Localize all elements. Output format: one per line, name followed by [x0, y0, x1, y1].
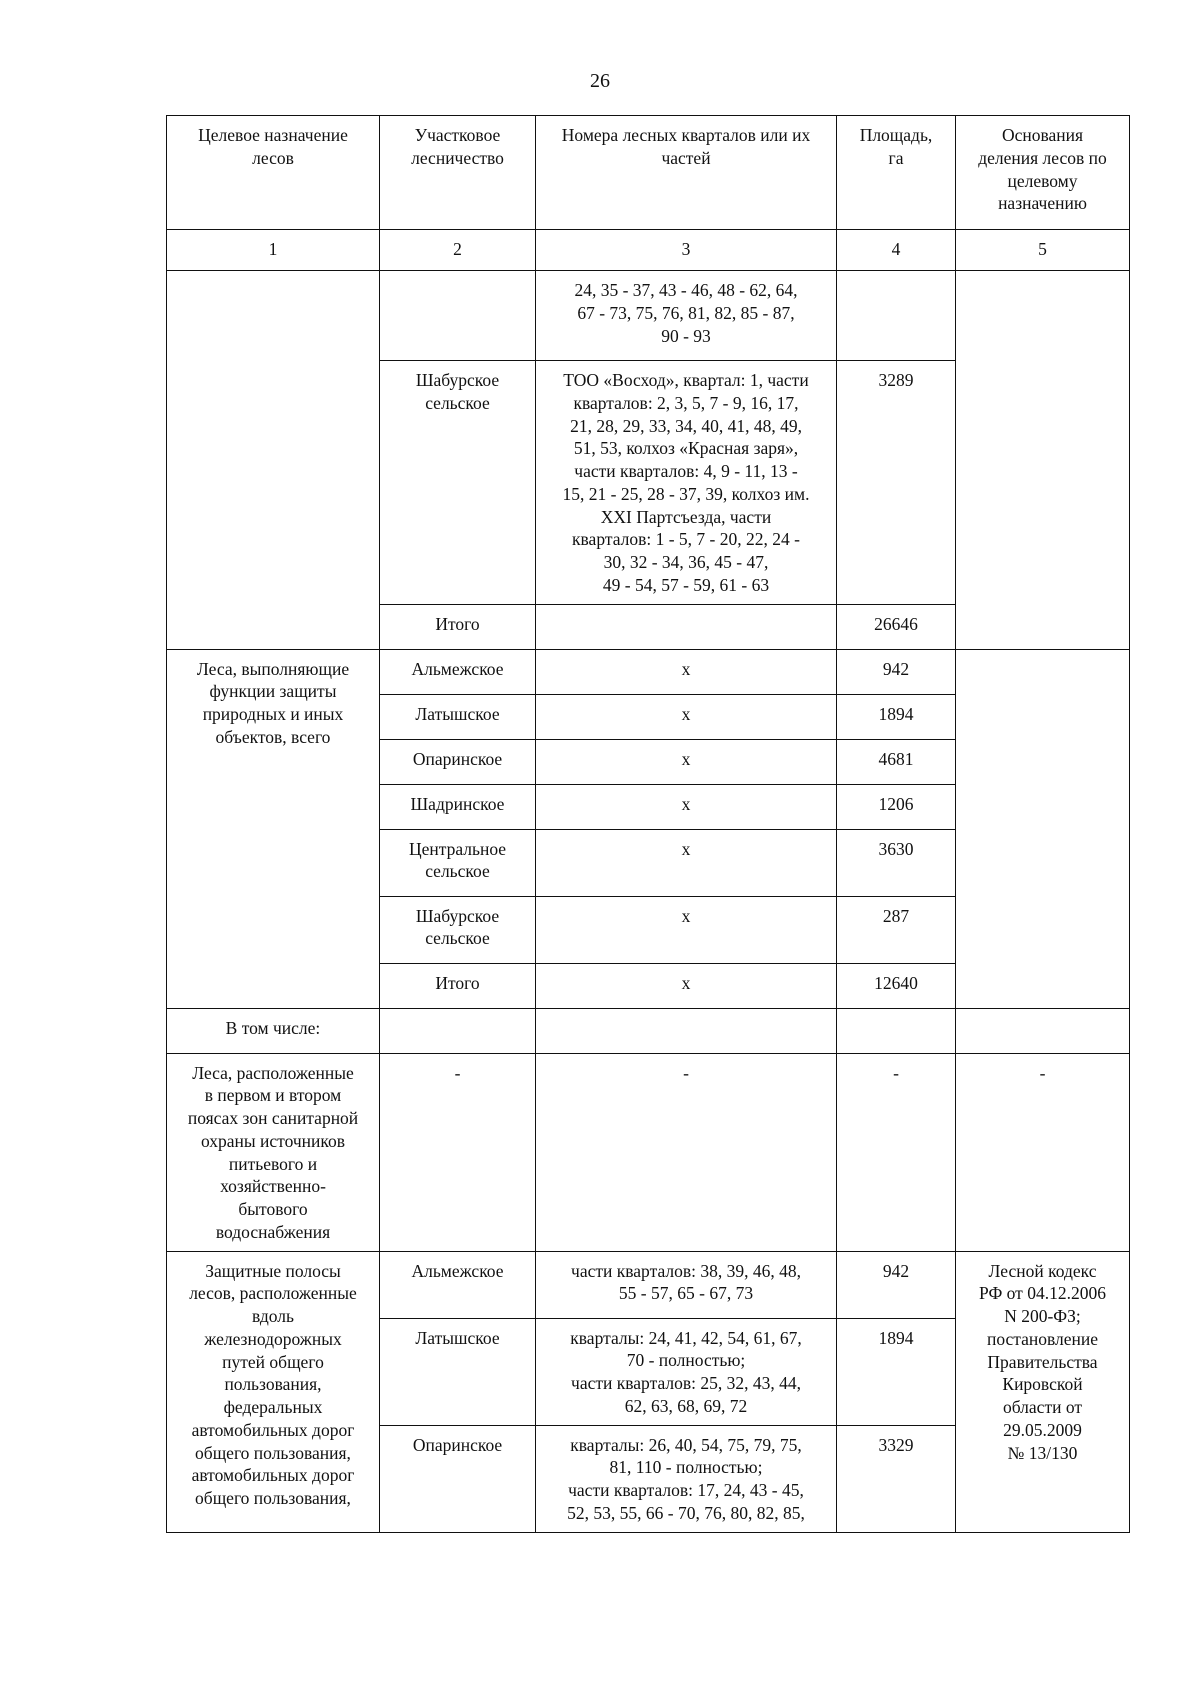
area-cell: 1894: [837, 1318, 956, 1425]
area-cell: 3289: [837, 361, 956, 605]
forestry-cell: Латышское: [380, 1318, 536, 1425]
forestry-cell: Шабурское сельское: [380, 361, 536, 605]
area-cell: 287: [837, 896, 956, 963]
table-row: [167, 1251, 1130, 1318]
header-cell: Основания деления лесов по целевому назначению: [956, 116, 1130, 230]
area-cell-empty: [837, 271, 956, 361]
forestry-cell: Альмежское: [380, 649, 536, 694]
including-row: [167, 1008, 1130, 1053]
header-cell: Площадь, га: [837, 116, 956, 230]
basis-cell-empty: [956, 271, 1130, 650]
purpose-cell: Защитные полосы лесов, расположенные вдоль железнодорожных путей общего пользования, федеральных автомобильных дорог общего пользования, автомобильных дорог общего пользования,: [167, 1251, 380, 1532]
basis-cell-empty: [956, 1008, 1130, 1053]
quarters-cell: x: [536, 649, 837, 694]
quarters-cell: 24, 35 - 37, 43 - 46, 48 - 62, 64, 67 - 73, 75, 76, 81, 82, 85 - 87, 90 - 93: [536, 271, 837, 361]
forestry-cell-empty: [380, 271, 536, 361]
column-number-row: [167, 230, 1130, 271]
purpose-cell: Леса, выполняющие функции защиты природных и иных объектов, всего: [167, 649, 380, 1008]
table-row: [167, 649, 1130, 694]
column-number: 5: [956, 230, 1130, 271]
forestry-cell: Альмежское: [380, 1251, 536, 1318]
column-number: 4: [837, 230, 956, 271]
area-cell: 1206: [837, 784, 956, 829]
header-row: [167, 116, 1130, 230]
table-row: [167, 271, 1130, 361]
area-cell: 26646: [837, 604, 956, 649]
area-cell: 3329: [837, 1425, 956, 1532]
purpose-cell: Леса, расположенные в первом и втором поясах зон санитарной охраны источников питьевого и хозяйственно- бытового водоснабжения: [167, 1053, 380, 1251]
forestry-cell: Шадринское: [380, 784, 536, 829]
quarters-cell-empty: [536, 1008, 837, 1053]
quarters-cell: x: [536, 784, 837, 829]
quarters-cell: x: [536, 963, 837, 1008]
header-cell: Номера лесных кварталов или их частей: [536, 116, 837, 230]
quarters-cell: x: [536, 829, 837, 896]
forest-purpose-table: [166, 115, 1130, 1533]
area-cell: 3630: [837, 829, 956, 896]
area-cell: 1894: [837, 694, 956, 739]
area-cell: 12640: [837, 963, 956, 1008]
forestry-cell-empty: [380, 1008, 536, 1053]
area-cell-empty: [837, 1008, 956, 1053]
quarters-cell: x: [536, 694, 837, 739]
basis-cell-empty: [956, 649, 1130, 1008]
area-cell: 4681: [837, 739, 956, 784]
header-cell: Участковое лесничество: [380, 116, 536, 230]
forestry-cell: Шабурское сельское: [380, 896, 536, 963]
forestry-cell: Опаринское: [380, 1425, 536, 1532]
quarters-cell-empty: [536, 604, 837, 649]
quarters-cell: x: [536, 739, 837, 784]
basis-cell: Лесной кодекс РФ от 04.12.2006 N 200-ФЗ; постановление Правительства Кировской области от 29.05.2009 № 13/130: [956, 1251, 1130, 1532]
quarters-cell: -: [536, 1053, 837, 1251]
column-number: 1: [167, 230, 380, 271]
forestry-cell: Центральное сельское: [380, 829, 536, 896]
quarters-cell: ТОО «Восход», квартал: 1, части кварталов: 2, 3, 5, 7 - 9, 16, 17, 21, 28, 29, 33, 34, 40, 41, 48, 49, 51, 53, колхоз «Красная заря», части кварталов: 4, 9 - 11, 13 - 15, 21 - 25, 28 - 37, 39, колхоз им. XXI Партсъезда, части кварталов: 1 - 5, 7 - 20, 22, 24 - 30, 32 - 34, 36, 45 - 47, 49 - 54, 57 - 59, 61 - 63: [536, 361, 837, 605]
including-label: В том числе:: [167, 1008, 380, 1053]
column-number: 3: [536, 230, 837, 271]
header-cell: Целевое назначение лесов: [167, 116, 380, 230]
quarters-cell: кварталы: 24, 41, 42, 54, 61, 67, 70 - полностью; части кварталов: 25, 32, 43, 44, 62, 63, 68, 69, 72: [536, 1318, 837, 1425]
area-cell: 942: [837, 649, 956, 694]
area-cell: -: [837, 1053, 956, 1251]
forestry-cell: -: [380, 1053, 536, 1251]
quarters-cell: кварталы: 26, 40, 54, 75, 79, 75, 81, 110 - полностью; части кварталов: 17, 24, 43 - 45, 52, 53, 55, 66 - 70, 76, 80, 82, 85,: [536, 1425, 837, 1532]
column-number: 2: [380, 230, 536, 271]
forestry-cell: Опаринское: [380, 739, 536, 784]
purpose-cell-empty: [167, 271, 380, 650]
area-cell: 942: [837, 1251, 956, 1318]
basis-cell: -: [956, 1053, 1130, 1251]
forestry-cell: Итого: [380, 963, 536, 1008]
quarters-cell: x: [536, 896, 837, 963]
quarters-cell: части кварталов: 38, 39, 46, 48, 55 - 57, 65 - 67, 73: [536, 1251, 837, 1318]
forestry-cell: Итого: [380, 604, 536, 649]
table-row: [167, 1053, 1130, 1251]
forestry-cell: Латышское: [380, 694, 536, 739]
page-number: 26: [590, 70, 610, 92]
